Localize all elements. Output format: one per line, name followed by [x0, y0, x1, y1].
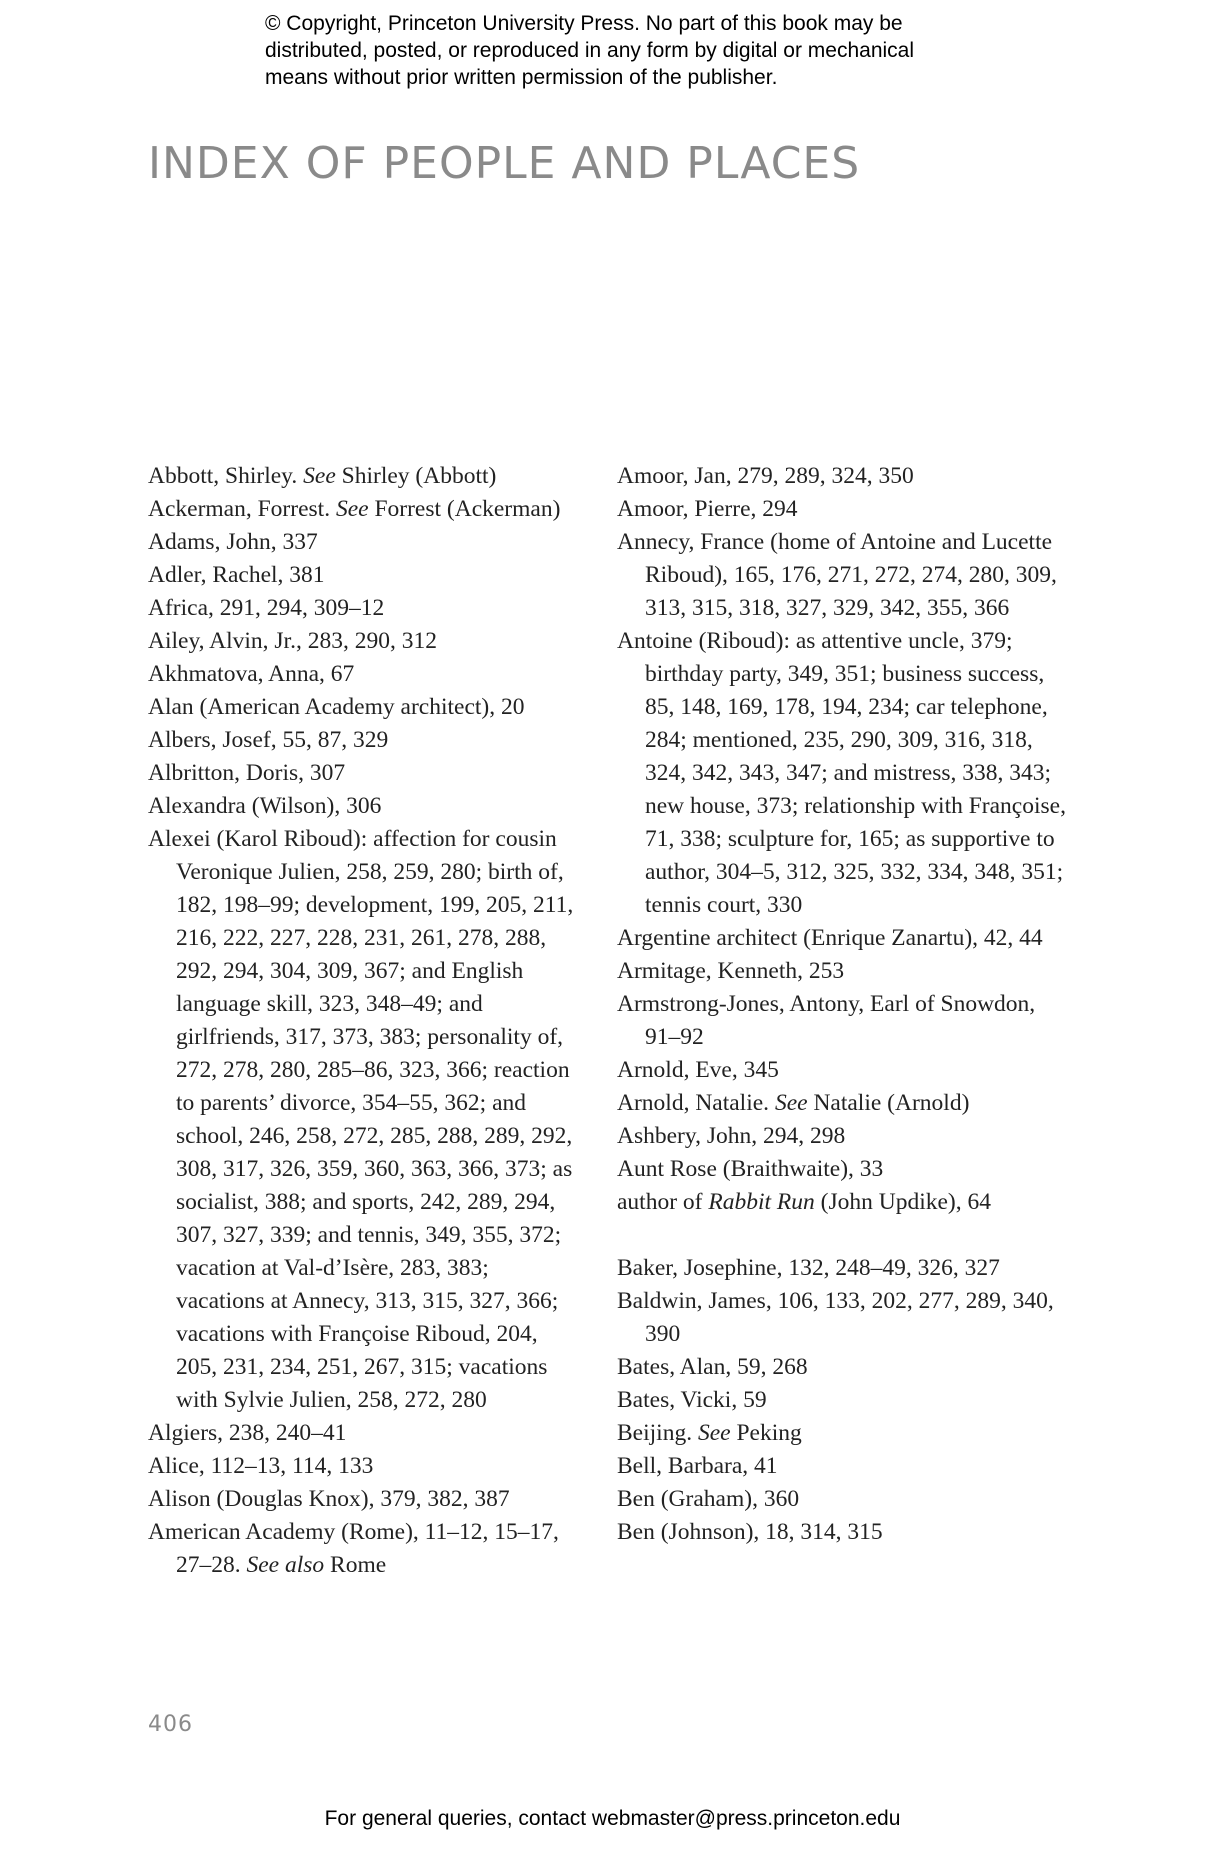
index-entry: [617, 625, 1067, 922]
index-entry: [148, 1516, 578, 1582]
entry-text: Aunt Rose (Braithwaite), 33: [617, 1156, 884, 1182]
entry-text: Akhmatova, Anna, 67: [148, 661, 355, 687]
index-entry: [617, 526, 1067, 625]
index-entry: [148, 625, 578, 658]
entry-text: Abbott, Shirley.: [148, 463, 298, 489]
index-entry: [617, 1516, 1067, 1549]
index-entry: [617, 1087, 1067, 1120]
index-entry: [148, 1450, 578, 1483]
entry-text: Ashbery, John, 294, 298: [617, 1123, 846, 1149]
entry-text: Beijing.: [617, 1420, 693, 1446]
footer-contact: For general queries, contact webmaster@press.princeton.edu: [324, 1807, 901, 1830]
entry-text: Armitage, Kenneth, 253: [617, 958, 845, 984]
entry-text: Ailey, Alvin, Jr., 283, 290, 312: [148, 628, 437, 654]
copyright-line: © Copyright, Princeton University Press. No part of this book may be: [265, 12, 903, 35]
entry-text: Bates, Alan, 59, 268: [617, 1354, 808, 1380]
index-column-right: [617, 460, 1067, 1549]
see-reference-label: See also: [246, 1552, 325, 1578]
index-entry: [617, 988, 1067, 1054]
copyright-notice: [265, 10, 1005, 91]
index-entry: [148, 1483, 578, 1516]
entry-text: Albritton, Doris, 307: [148, 760, 346, 786]
index-entry: [617, 1384, 1067, 1417]
index-entry: [617, 493, 1067, 526]
entry-text: Alison (Douglas Knox), 379, 382, 387: [148, 1486, 510, 1512]
entry-text: Amoor, Jan, 279, 289, 324, 350: [617, 463, 914, 489]
entry-text: Ben (Graham), 360: [617, 1486, 800, 1512]
entry-title-italic: Rabbit Run: [708, 1189, 815, 1215]
index-entry: [617, 460, 1067, 493]
entry-text: Bates, Vicki, 59: [617, 1387, 767, 1413]
see-reference-target: Shirley (Abbott): [341, 463, 497, 489]
index-entry: [148, 460, 578, 493]
see-reference-target: Natalie (Arnold): [813, 1090, 970, 1116]
index-entry: [148, 691, 578, 724]
see-reference-label: See: [335, 496, 369, 522]
index-entry: [148, 1417, 578, 1450]
see-reference-target: Forrest (Ackerman): [374, 496, 561, 522]
entry-text: Alan (American Academy architect), 20: [148, 694, 525, 720]
entry-text: Amoor, Pierre, 294: [617, 496, 798, 522]
entry-text: Adler, Rachel, 381: [148, 562, 325, 588]
entry-text: American Academy (Rome), 11–12, 15–17, 27–28.: [148, 1519, 559, 1578]
copyright-line: distributed, posted, or reproduced in any form by digital or mechanical: [265, 39, 915, 62]
see-reference-target: Peking: [736, 1420, 802, 1446]
entry-text: Alexandra (Wilson), 306: [148, 793, 382, 819]
see-reference-label: See: [697, 1420, 731, 1446]
index-entry: [617, 1186, 1067, 1219]
entry-text: Arnold, Eve, 345: [617, 1057, 779, 1083]
see-reference-label: See: [774, 1090, 808, 1116]
index-entry: [617, 1351, 1067, 1384]
index-entry: [617, 1483, 1067, 1516]
entry-text: Albers, Josef, 55, 87, 329: [148, 727, 389, 753]
index-entry: [617, 1120, 1067, 1153]
entry-text: Ackerman, Forrest.: [148, 496, 331, 522]
entry-text: Algiers, 238, 240–41: [148, 1420, 347, 1446]
index-entry: [148, 658, 578, 691]
index-entry: [148, 823, 578, 1417]
entry-text: Alice, 112–13, 114, 133: [148, 1453, 374, 1479]
entry-text: Baker, Josephine, 132, 248–49, 326, 327: [617, 1255, 1000, 1281]
index-entry: [148, 559, 578, 592]
entry-text: Alexei (Karol Riboud): affection for cousin Veronique Julien, 258, 259, 280; birth of, 182, 198–99; development, 199, 205, 211, 216, 222, 227, 228, 231, 261, 278, 288, 292, 294, 304, 309, 367; and English language skill, 323, 348–49; and girlfriends, 317, 373, 383; personality of, 272, 278, 280, 285–86, 323, 366; reaction to parents’ divorce, 354–55, 362; and school, 246, 258, 272, 285, 288, 289, 292, 308, 317, 326, 359, 360, 363, 366, 373; as socialist, 388; and sports, 242, 289, 294, 307, 327, 339; and tennis, 349, 355, 372; vacation at Val-d’Isère, 283, 383; vacations at Annecy, 313, 315, 327, 366; vacations with Françoise Riboud, 204, 205, 231, 234, 251, 267, 315; vacations with Sylvie Julien, 258, 272, 280: [148, 826, 574, 1413]
index-entry: [617, 1285, 1067, 1351]
index-entry: [148, 790, 578, 823]
entry-text: Ben (Johnson), 18, 314, 315: [617, 1519, 883, 1545]
entry-text: Arnold, Natalie.: [617, 1090, 770, 1116]
index-entry: [148, 592, 578, 625]
index-entry: [148, 526, 578, 559]
index-entry: [617, 955, 1067, 988]
entry-text: Annecy, France (home of Antoine and Lucette Riboud), 165, 176, 271, 272, 274, 280, 309, 313, 315, 318, 327, 329, 342, 355, 366: [617, 529, 1057, 621]
index-entry: [617, 922, 1067, 955]
index-entry: [617, 1450, 1067, 1483]
index-entry: [148, 724, 578, 757]
entry-text: Africa, 291, 294, 309–12: [148, 595, 385, 621]
entry-text: Bell, Barbara, 41: [617, 1453, 778, 1479]
entry-text: Antoine (Riboud): as attentive uncle, 379; birthday party, 349, 351; business success, 85, 148, 169, 178, 194, 234; car telephone, 284; mentioned, 235, 290, 309, 316, 318, 324, 342, 343, 347; and mistress, 338, 343; new house, 373; relationship with Françoise, 71, 338; sculpture for, 165; as supportive to author, 304–5, 312, 325, 332, 334, 348, 351; tennis court, 330: [617, 628, 1066, 918]
index-entry: [617, 1054, 1067, 1087]
index-entry: [148, 757, 578, 790]
index-entry: [617, 1417, 1067, 1450]
entry-text: Armstrong-Jones, Antony, Earl of Snowdon, 91–92: [617, 991, 1036, 1050]
page-number: 406: [148, 1712, 193, 1737]
index-entry: [148, 493, 578, 526]
index-column-left: [148, 460, 578, 1582]
index-entry: [617, 1153, 1067, 1186]
index-entry: [617, 1252, 1067, 1285]
copyright-line: means without prior written permission of the publisher.: [265, 66, 778, 89]
entry-text: Baldwin, James, 106, 133, 202, 277, 289, 340, 390: [617, 1288, 1054, 1347]
entry-text: Adams, John, 337: [148, 529, 318, 555]
entry-tail: (John Updike), 64: [820, 1189, 992, 1215]
page-title: INDEX OF PEOPLE AND PLACES: [148, 138, 861, 189]
see-reference-label: See: [303, 463, 336, 489]
entry-text: Argentine architect (Enrique Zanartu), 42, 44: [617, 925, 1043, 951]
entry-text: author of: [617, 1189, 703, 1215]
see-reference-target: Rome: [330, 1552, 387, 1578]
